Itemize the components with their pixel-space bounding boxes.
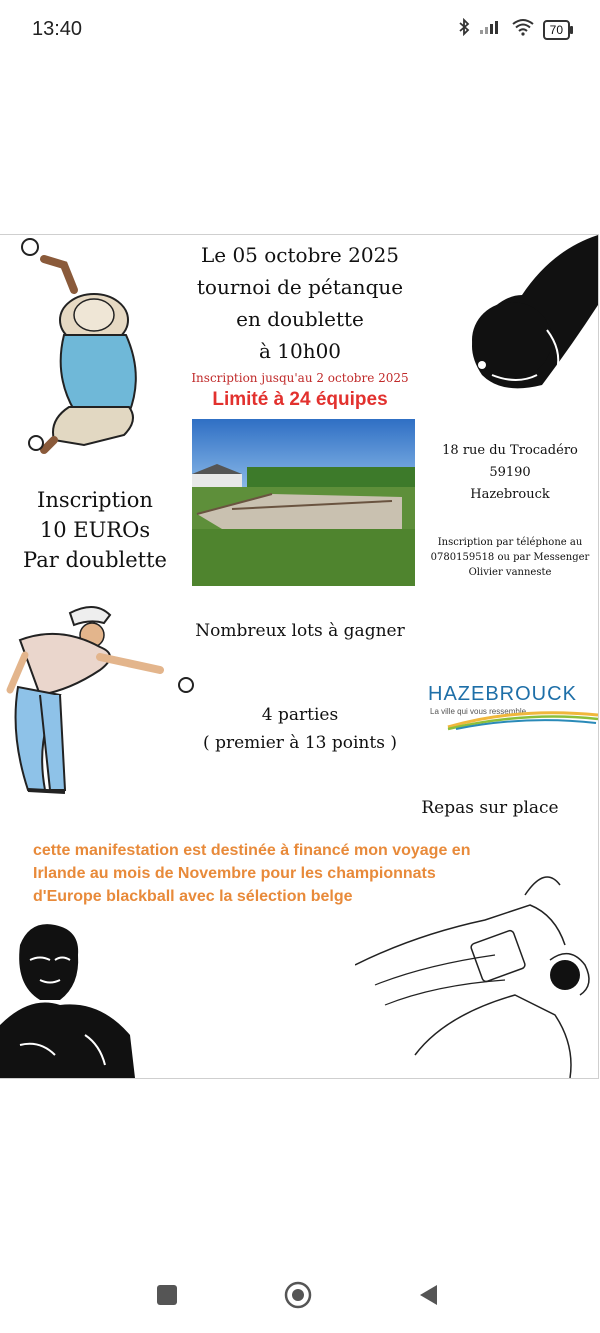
poster-image: [0, 234, 599, 1079]
entry-fee-line-2: 10 EUROs: [39, 518, 151, 542]
bluetooth-icon: [457, 18, 471, 41]
games-info: [150, 701, 450, 757]
player-line-drawing-bottom-right: [355, 865, 598, 1078]
meal-on-site: Repas sur place: [421, 798, 559, 818]
note-line-3: d'Europe blackball avec la sélection belge: [33, 888, 353, 905]
phone-line-2: 0780159518 ou par Messenger: [430, 552, 590, 563]
phone-line-1: Inscription par téléphone au: [437, 537, 583, 548]
games-count: 4 parties: [261, 705, 339, 725]
logo-tagline: La ville qui vous ressemble: [430, 707, 527, 716]
fist-illustration-top-right: [462, 235, 598, 395]
phone-registration: [420, 535, 599, 580]
prizes: Nombreux lots à gagner: [195, 621, 405, 641]
status-time: 13:40: [32, 18, 83, 40]
poster-title-time: à 10h00: [258, 339, 342, 363]
address-street: 18 rue du Trocadéro: [442, 443, 578, 458]
player-silhouette-bottom-left: [0, 915, 140, 1078]
entry-fee-line-1: Inscription: [37, 488, 153, 512]
wifi-icon: [511, 18, 535, 41]
poster-title-format: en doublette: [236, 307, 364, 331]
navigation-bar: [0, 1270, 600, 1326]
entry-fee: [0, 485, 190, 575]
triangle-back-icon[interactable]: [418, 1284, 438, 1310]
circle-home-icon[interactable]: [284, 1281, 312, 1313]
boulodrome-photo: [192, 419, 415, 586]
note-line-2: Irlande au mois de Novembre pour les championnats: [33, 865, 436, 882]
player-illustration-top-left: [14, 235, 154, 455]
registration-deadline: Inscription jusqu'au 2 octobre 2025: [191, 371, 409, 385]
logo-name: HAZEBROUCK: [428, 683, 577, 705]
address-city: Hazebrouck: [470, 487, 550, 502]
note-line-1: cette manifestation est destinée à financé mon voyage en: [33, 842, 471, 859]
games-points: ( premier à 13 points ): [203, 733, 397, 753]
square-recents-icon[interactable]: [156, 1284, 178, 1310]
signal-icon: [479, 19, 503, 40]
poster-title-event: tournoi de pétanque: [196, 275, 404, 299]
battery-indicator: 70: [543, 20, 570, 40]
logo-swoosh: [446, 705, 599, 731]
address: [420, 440, 599, 506]
team-limit: Limité à 24 équipes: [212, 389, 388, 410]
hazebrouck-logo: [428, 683, 599, 733]
poster-title-date: Le 05 octobre 2025: [200, 243, 400, 267]
entry-fee-line-3: Par doublette: [23, 548, 167, 572]
address-postcode: 59190: [489, 465, 531, 480]
status-icons: [457, 18, 570, 41]
phone-line-3: Olivier vanneste: [468, 567, 552, 578]
